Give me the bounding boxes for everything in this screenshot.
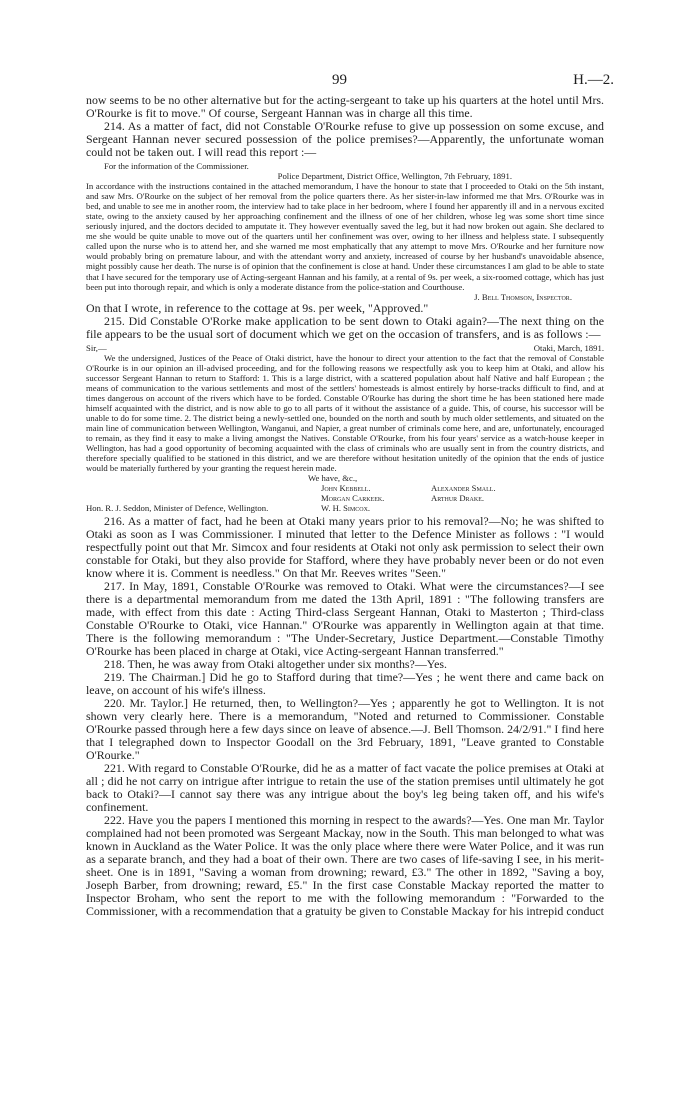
report-signature: J. Bell Thomson, Inspector.	[474, 291, 572, 302]
question-216: 216. As a matter of fact, had he been at Otaki many years prior to his removal?—No; he was shifted to Otaki as soon as I was Commissioner. I minuted that letter to the Defence Minister as follows : "I would respectfully point out that Mr. Simcox and four residents at Otaki not only ask permission to select their own constable for Otaki, but they also provide for Stafford, where they have probably never been or do not even know where it is. Comment is needless." On that Mr. Reeves writes "Seen."	[86, 514, 604, 581]
question-221: 221. With regard to Constable O'Rourke, did he as a matter of fact vacate the police premises at Otaki at all ; did he not carry on intrigue after intrigue to retain the use of the station premises until ultimately he got back to Otaki?—I cannot say there was any intrigue about the boy's leg being taken off, and his wife's confinement.	[86, 761, 604, 815]
letter-closing: We have, &c.,	[308, 473, 358, 484]
signatory: Morgan Carkeek.	[321, 493, 385, 504]
question-214: 214. As a matter of fact, did not Constable O'Rourke refuse to give up possession on some excuse, and Sergeant Hannan never secured possession of the police premises?—Apparently, the unfortunate woman could not be taken out. I will read this report :—	[86, 119, 604, 159]
letter-salutation: Sir,—	[86, 342, 107, 353]
page-number: 99	[332, 72, 347, 88]
paragraph-approved: On that I wrote, in reference to the cottage at 9s. per week, "Approved."	[86, 300, 429, 315]
letter-dateline: Otaki, March, 1891.	[533, 342, 604, 353]
question-215: 215. Did Constable O'Rorke make application to be sent down to Otaki again?—The next thing on the file appears to be the usual sort of document which we get on the occasion of transfers, and is as follows :—	[86, 313, 604, 341]
inspector-report	[86, 161, 604, 302]
justices-letter	[86, 343, 604, 514]
question-222: 222. Have you the papers I mentioned this morning in respect to the awards?—Yes. One man Mr. Taylor complained had not been promoted was Sergeant Mackay, now in the South. This man belonged to what was known in Auckland as the Water Police. It was the only place where there were Water Police, and it was run as a separate branch, and they had a boat of their own. There are two cases of life-saving I see, in his merit-sheet. One is in 1891, "Saving a woman from drowning; reward, £3." The other in 1892, "Saving a boy, Joseph Barber, from drowning; reward, £5." In the first case Constable Mackay reported the matter to Inspector Broham, who sent the report to me with the following memorandum : "Forwarded to the Commissioner, with a recommendation that a gratuity be given to Constable Mackay for his intrepid conduct	[86, 813, 604, 919]
report-body: In accordance with the instructions contained in the attached memorandum, I have the honour to state that I proceeded to Otaki on the 5th instant, and saw Mrs. O'Rourke on the subject of her removal from the police quarters there. As her sister-in-law informed me that Mrs. O'Rourke was in bed, and unable to see me in another room, the interview had to take place in her bedroom, where I found her apparently ill and in a nervous excited state, owing to the anxiety caused by her approaching confinement and the illness of one of her children, whose leg was some short time since seriously injured, and the doctors decided to amputate it. They however eventually saved the leg, but it had now broken out again. She declared to me she would be quite unable to move out of the quarters until her confinement was over, owing to her illness and helpless state. I subsequently called upon the nurse who is to attend her, and she warned me most emphatically that any attempt to move Mrs. O'Rourke and her furniture now would probably bring on premature labour, and with the attendant worry and anxiety, increased of course by her husband's unavoidable absence, might possibly cause her death. The nurse is of opinion that the confinement is close at hand. Under these circumstances I am glad to be able to state that I have secured for the temporary use of Acting-sergeant Hannan and his family, at a rental of 9s. per week, a six-roomed cottage, which has just been put into thorough repair, and which is only a moderate distance from the police-station and Courthouse.	[86, 181, 604, 292]
question-219: 219. The Chairman.] Did he go to Stafford during that time?—Yes ; he went there and came back on leave, on account of his wife's illness.	[86, 670, 604, 698]
document-page	[86, 72, 614, 919]
question-218: 218. Then, he was away from Otaki altogether under six months?—Yes.	[104, 657, 448, 672]
report-for-line: For the information of the Commissioner.	[104, 161, 249, 171]
question-220: 220. Mr. Taylor.] He returned, then, to Wellington?—Yes ; apparently he got to Wellington. It is not shown very clearly here. There is a memorandum, "Noted and returned to Commissioner. Constable O'Rourke passed through here a few days since on leave of absence.—J. Bell Thomson. 24/2/91." I find here that I telegraphed down to Inspector Goodall on the 3rd February, 1891, "Leave granted to Constable O'Rourke."	[86, 696, 604, 763]
document-reference: H.—2.	[573, 72, 614, 88]
signatory: Alexander Small.	[431, 483, 496, 494]
question-217: 217. In May, 1891, Constable O'Rourke was removed to Otaki. What were the circumstances?—I see there is a departmental memorandum from me dated the 13th April, 1891 : "The following transfers are made, with effect from this date : Acting Third-class Sergeant Hannan, Otaki to Masterton ; Third-class Constable O'Rourke to Otaki, vice Hannan." O'Rourke was apparently in Wellington again at that time. There is the following memorandum : "The Under-Secretary, Justice Department.—Constable Timothy O'Rourke has been placed in charge at Otaki, vice Acting-sergeant Hannan transferred."	[86, 579, 604, 659]
page-header	[86, 72, 614, 94]
letter-addressee: Hon. R. J. Seddon, Minister of Defence, Wellington.	[86, 503, 269, 514]
paragraph-continuation: now seems to be no other alternative but for the acting-sergeant to take up his quarters at the hotel until Mrs. O'Rourke is fit to move." Of course, Sergeant Hannan was in charge all this time.	[86, 93, 604, 120]
signatory: Arthur Drake.	[431, 493, 485, 504]
signatory: W. H. Simcox.	[321, 503, 371, 514]
letter-body: We the undersigned, Justices of the Peace of Otaki district, have the honour to direct your attention to the fact that the removal of Constable O'Rourke is in our opinion an ill-advised proceeding, and for the following reasons we respectfully ask you to keep him at Otaki, and allow his successor Sergeant Hannan to return to Stafford: 1. This is a large district, with a scattered population about half Native and half European ; the means of communication to the various settlements and most of the settlers' homesteads is almost entirely by horse-tracks difficult to find, and at times dangerous on account of the rivers which have to be forded. Constable O'Rourke has during the short time he has been stationed here made himself acquainted with the district, and is now able to go to all parts of it without the assistance of a guide. This, of course, his successor will be unable to do for some time. 2. The district being a newly-settled one, bounded on the north and south by much older settlements, and situated on the main line of communication between Wellington, Wanganui, and Napier, a great number of criminals come here, and are, unfortunately, encouraged to remain, as they find it easy to make a living amongst the Natives. Constable O'Rourke, from his four years' service as a watch-house keeper in Wellington, has had a good opportunity of becoming acquainted with the class of criminals who are usually sent in from the country districts, and therefore specially qualified to be stationed in this district, and we are therefore without hesitation unitedly of the opinion that the ends of justice would be materially furthered by your granting the request herein made.	[86, 352, 604, 474]
report-dateline: Police Department, District Office, Wellington, 7th February, 1891.	[277, 171, 512, 182]
signatory: John Kebbell.	[321, 483, 371, 494]
